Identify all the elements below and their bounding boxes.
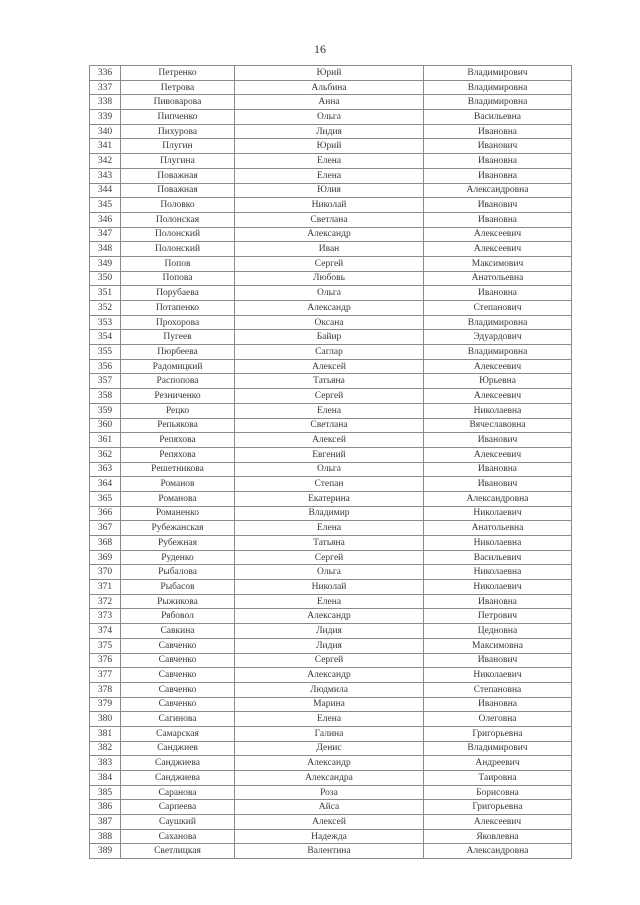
patronymic-cell: Ивановна [424,462,572,477]
first-name-cell: Айса [235,800,424,815]
table-row [90,256,572,271]
patronymic-cell: Яковлевна [424,829,572,844]
row-number: 358 [90,389,121,404]
surname-cell: Рябовол [121,609,235,624]
row-number: 367 [90,521,121,536]
surname-cell: Потапенко [121,301,235,316]
first-name-cell: Николай [235,580,424,595]
patronymic-cell: Николаевна [424,403,572,418]
patronymic-cell: Ивановна [424,212,572,227]
surname-cell: Санджиева [121,756,235,771]
table-row [90,829,572,844]
first-name-cell: Ольга [235,462,424,477]
row-number: 353 [90,315,121,330]
patronymic-cell: Ивановна [424,286,572,301]
row-number: 357 [90,374,121,389]
table-row [90,624,572,639]
first-name-cell: Александр [235,301,424,316]
row-number: 382 [90,741,121,756]
table-row [90,374,572,389]
surname-cell: Романова [121,491,235,506]
names-table [89,65,572,859]
row-number: 371 [90,580,121,595]
row-number: 364 [90,477,121,492]
first-name-cell: Галина [235,726,424,741]
table-row [90,697,572,712]
row-number: 342 [90,154,121,169]
table-row [90,227,572,242]
first-name-cell: Марина [235,697,424,712]
table-row [90,785,572,800]
patronymic-cell: Алексеевич [424,815,572,830]
patronymic-cell: Степановна [424,682,572,697]
first-name-cell: Лидия [235,124,424,139]
table-row [90,124,572,139]
row-number: 387 [90,815,121,830]
table-row [90,609,572,624]
first-name-cell: Елена [235,521,424,536]
first-name-cell: Елена [235,403,424,418]
table-row [90,110,572,125]
row-number: 340 [90,124,121,139]
patronymic-cell: Николаевич [424,580,572,595]
table-row [90,389,572,404]
patronymic-cell: Ивановна [424,697,572,712]
surname-cell: Руденко [121,550,235,565]
table-row [90,712,572,727]
first-name-cell: Сергей [235,256,424,271]
table-row [90,359,572,374]
patronymic-cell: Григорьевна [424,800,572,815]
table-row [90,462,572,477]
row-number: 347 [90,227,121,242]
surname-cell: Савченко [121,697,235,712]
patronymic-cell: Алексеевич [424,447,572,462]
surname-cell: Прохорова [121,315,235,330]
table-row [90,741,572,756]
surname-cell: Рыбасов [121,580,235,595]
row-number: 352 [90,301,121,316]
row-number: 374 [90,624,121,639]
first-name-cell: Елена [235,168,424,183]
row-number: 362 [90,447,121,462]
surname-cell: Резниченко [121,389,235,404]
first-name-cell: Екатерина [235,491,424,506]
table-row [90,330,572,345]
table-row [90,183,572,198]
patronymic-cell: Владимировна [424,95,572,110]
row-number: 386 [90,800,121,815]
surname-cell: Решетникова [121,462,235,477]
first-name-cell: Ольга [235,286,424,301]
table-row [90,301,572,316]
patronymic-cell: Иванович [424,477,572,492]
table-row [90,565,572,580]
first-name-cell: Светлана [235,212,424,227]
patronymic-cell: Юрьевна [424,374,572,389]
patronymic-cell: Васильевна [424,110,572,125]
first-name-cell: Анна [235,95,424,110]
surname-cell: Петренко [121,66,235,81]
surname-cell: Репьякова [121,418,235,433]
first-name-cell: Александр [235,609,424,624]
table-row [90,682,572,697]
table-row [90,844,572,859]
patronymic-cell: Григорьевна [424,726,572,741]
row-number: 385 [90,785,121,800]
surname-cell: Полонский [121,242,235,257]
first-name-cell: Оксана [235,315,424,330]
first-name-cell: Юрий [235,139,424,154]
patronymic-cell: Максимовна [424,638,572,653]
surname-cell: Рубежная [121,536,235,551]
row-number: 380 [90,712,121,727]
surname-cell: Рыбалова [121,565,235,580]
patronymic-cell: Максимович [424,256,572,271]
table-row [90,638,572,653]
surname-cell: Плугина [121,154,235,169]
row-number: 368 [90,536,121,551]
patronymic-cell: Степанович [424,301,572,316]
first-name-cell: Татьяна [235,374,424,389]
row-number: 359 [90,403,121,418]
surname-cell: Рыжикова [121,594,235,609]
surname-cell: Романенко [121,506,235,521]
table-row [90,756,572,771]
row-number: 361 [90,433,121,448]
patronymic-cell: Цедновна [424,624,572,639]
row-number: 348 [90,242,121,257]
patronymic-cell: Владимировна [424,315,572,330]
patronymic-cell: Андреевич [424,756,572,771]
table-row [90,139,572,154]
surname-cell: Романов [121,477,235,492]
first-name-cell: Елена [235,712,424,727]
table-row [90,80,572,95]
row-number: 383 [90,756,121,771]
row-number: 369 [90,550,121,565]
first-name-cell: Любовь [235,271,424,286]
row-number: 381 [90,726,121,741]
patronymic-cell: Эдуардович [424,330,572,345]
first-name-cell: Ольга [235,110,424,125]
first-name-cell: Алексей [235,359,424,374]
table-row [90,550,572,565]
first-name-cell: Юрий [235,66,424,81]
surname-cell: Попов [121,256,235,271]
row-number: 343 [90,168,121,183]
surname-cell: Саушкий [121,815,235,830]
surname-cell: Санджиев [121,741,235,756]
patronymic-cell: Ивановна [424,154,572,169]
first-name-cell: Денис [235,741,424,756]
patronymic-cell: Анатольевна [424,271,572,286]
patronymic-cell: Иванович [424,139,572,154]
table-row [90,477,572,492]
surname-cell: Пюрбеева [121,345,235,360]
row-number: 360 [90,418,121,433]
surname-cell: Пихурова [121,124,235,139]
first-name-cell: Иван [235,242,424,257]
surname-cell: Половко [121,198,235,213]
first-name-cell: Александр [235,668,424,683]
patronymic-cell: Алексеевич [424,389,572,404]
table-row [90,653,572,668]
surname-cell: Распопова [121,374,235,389]
surname-cell: Светлицкая [121,844,235,859]
first-name-cell: Юлия [235,183,424,198]
surname-cell: Сагинова [121,712,235,727]
table-row [90,286,572,301]
patronymic-cell: Ивановна [424,168,572,183]
row-number: 365 [90,491,121,506]
patronymic-cell: Борисовна [424,785,572,800]
table-row [90,345,572,360]
first-name-cell: Степан [235,477,424,492]
row-number: 346 [90,212,121,227]
row-number: 351 [90,286,121,301]
table-row [90,433,572,448]
first-name-cell: Татьяна [235,536,424,551]
surname-cell: Савченко [121,668,235,683]
row-number: 376 [90,653,121,668]
patronymic-cell: Иванович [424,433,572,448]
surname-cell: Порубаева [121,286,235,301]
patronymic-cell: Иванович [424,198,572,213]
row-number: 366 [90,506,121,521]
surname-cell: Пипченко [121,110,235,125]
patronymic-cell: Алексеевич [424,227,572,242]
first-name-cell: Сергей [235,653,424,668]
table-row [90,447,572,462]
row-number: 370 [90,565,121,580]
first-name-cell: Лидия [235,638,424,653]
first-name-cell: Ольга [235,565,424,580]
row-number: 339 [90,110,121,125]
surname-cell: Рубежанская [121,521,235,536]
surname-cell: Петрова [121,80,235,95]
first-name-cell: Владимир [235,506,424,521]
row-number: 338 [90,95,121,110]
surname-cell: Саханова [121,829,235,844]
row-number: 378 [90,682,121,697]
surname-cell: Репяхова [121,433,235,448]
patronymic-cell: Ивановна [424,594,572,609]
surname-cell: Савкина [121,624,235,639]
surname-cell: Репяхова [121,447,235,462]
surname-cell: Рецко [121,403,235,418]
names-table-body [90,66,572,859]
table-row [90,506,572,521]
row-number: 384 [90,771,121,786]
patronymic-cell: Алексеевич [424,359,572,374]
table-row [90,594,572,609]
row-number: 372 [90,594,121,609]
table-row [90,242,572,257]
patronymic-cell: Николаевич [424,668,572,683]
table-row [90,418,572,433]
surname-cell: Радомицкий [121,359,235,374]
row-number: 350 [90,271,121,286]
patronymic-cell: Владимирович [424,66,572,81]
surname-cell: Пивоварова [121,95,235,110]
surname-cell: Пугеев [121,330,235,345]
patronymic-cell: Петрович [424,609,572,624]
first-name-cell: Николай [235,198,424,213]
first-name-cell: Алексей [235,815,424,830]
table-row [90,403,572,418]
surname-cell: Плугин [121,139,235,154]
table-row [90,815,572,830]
table-row [90,168,572,183]
first-name-cell: Сергей [235,550,424,565]
table-row [90,521,572,536]
patronymic-cell: Владимировна [424,345,572,360]
patronymic-cell: Александровна [424,183,572,198]
surname-cell: Самарская [121,726,235,741]
patronymic-cell: Владимировна [424,80,572,95]
surname-cell: Поважная [121,168,235,183]
patronymic-cell: Таировна [424,771,572,786]
table-row [90,198,572,213]
table-row [90,800,572,815]
row-number: 356 [90,359,121,374]
table-row [90,154,572,169]
patronymic-cell: Олеговна [424,712,572,727]
row-number: 341 [90,139,121,154]
table-row [90,271,572,286]
table-row [90,212,572,227]
first-name-cell: Альбина [235,80,424,95]
first-name-cell: Валентина [235,844,424,859]
patronymic-cell: Ивановна [424,124,572,139]
patronymic-cell: Владимирович [424,741,572,756]
table-row [90,726,572,741]
first-name-cell: Байир [235,330,424,345]
patronymic-cell: Вячеславовна [424,418,572,433]
surname-cell: Савченко [121,682,235,697]
table-row [90,771,572,786]
row-number: 355 [90,345,121,360]
surname-cell: Поважная [121,183,235,198]
first-name-cell: Надежда [235,829,424,844]
row-number: 337 [90,80,121,95]
table-row [90,95,572,110]
patronymic-cell: Анатольевна [424,521,572,536]
row-number: 388 [90,829,121,844]
patronymic-cell: Николаевна [424,536,572,551]
patronymic-cell: Николаевич [424,506,572,521]
patronymic-cell: Иванович [424,653,572,668]
patronymic-cell: Алексеевич [424,242,572,257]
table-row [90,66,572,81]
surname-cell: Савченко [121,653,235,668]
surname-cell: Саранова [121,785,235,800]
first-name-cell: Светлана [235,418,424,433]
row-number: 354 [90,330,121,345]
first-name-cell: Алексей [235,433,424,448]
row-number: 349 [90,256,121,271]
first-name-cell: Александр [235,227,424,242]
row-number: 377 [90,668,121,683]
row-number: 345 [90,198,121,213]
surname-cell: Сарпеева [121,800,235,815]
first-name-cell: Александра [235,771,424,786]
surname-cell: Савченко [121,638,235,653]
table-row [90,580,572,595]
table-row [90,536,572,551]
table-row [90,491,572,506]
surname-cell: Полонская [121,212,235,227]
first-name-cell: Роза [235,785,424,800]
table-row [90,668,572,683]
first-name-cell: Елена [235,154,424,169]
first-name-cell: Сергей [235,389,424,404]
patronymic-cell: Николаевна [424,565,572,580]
table-row [90,315,572,330]
surname-cell: Попова [121,271,235,286]
row-number: 344 [90,183,121,198]
surname-cell: Санджиева [121,771,235,786]
row-number: 363 [90,462,121,477]
first-name-cell: Лидия [235,624,424,639]
first-name-cell: Людмила [235,682,424,697]
row-number: 389 [90,844,121,859]
patronymic-cell: Александровна [424,491,572,506]
page-number: 16 [314,42,326,56]
row-number: 336 [90,66,121,81]
first-name-cell: Евгений [235,447,424,462]
first-name-cell: Александр [235,756,424,771]
row-number: 373 [90,609,121,624]
row-number: 375 [90,638,121,653]
row-number: 379 [90,697,121,712]
patronymic-cell: Александровна [424,844,572,859]
first-name-cell: Саглар [235,345,424,360]
first-name-cell: Елена [235,594,424,609]
surname-cell: Полонский [121,227,235,242]
patronymic-cell: Васильевич [424,550,572,565]
